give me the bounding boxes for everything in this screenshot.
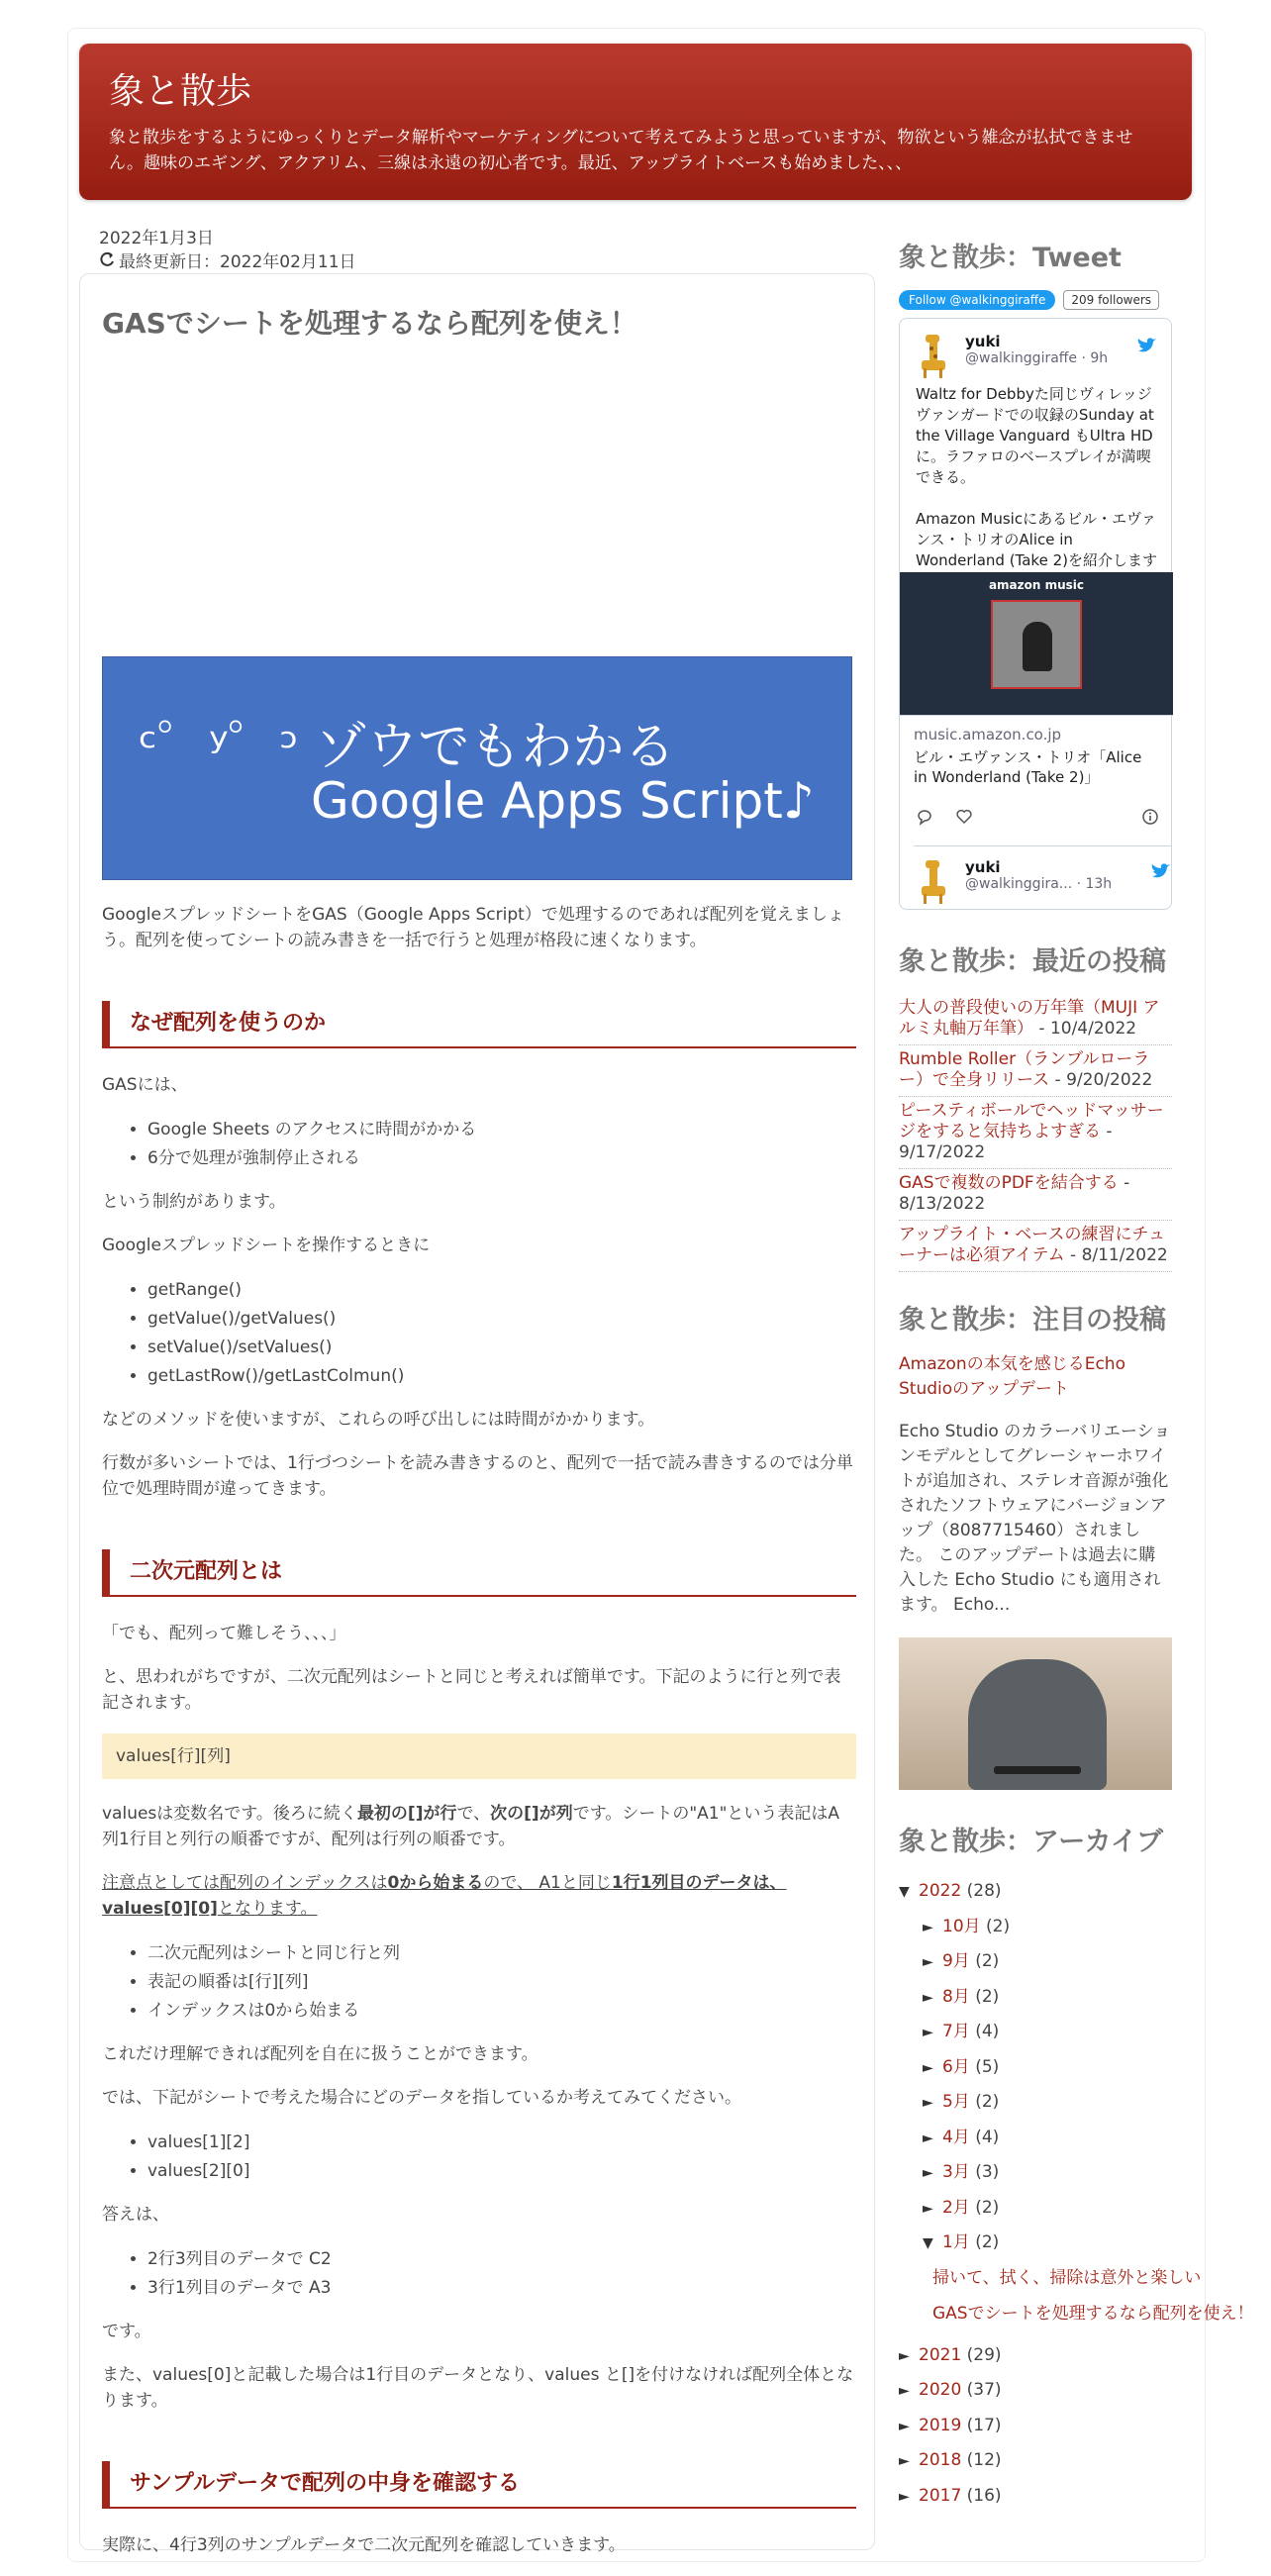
archive-month[interactable]: [899, 2085, 1172, 2121]
text-span: で、: [456, 1804, 491, 1824]
archive-month-link[interactable]: 2月: [942, 2197, 970, 2218]
list-item: • setValue()/setValues(): [147, 1334, 856, 1362]
archive-month[interactable]: [899, 2050, 1172, 2086]
recent-post-link[interactable]: GASで複数のPDFを結合する: [899, 1173, 1119, 1193]
archive-year-link[interactable]: 2018: [919, 2450, 962, 2470]
recent-post-date: - 9/20/2022: [1049, 1070, 1153, 1090]
tweet-name[interactable]: yuki: [965, 333, 1001, 350]
heading-sample: サンプルデータで配列の中身を確認する: [102, 2461, 856, 2509]
archive-year[interactable]: [899, 2338, 1172, 2374]
archive-month-jan[interactable]: [899, 2226, 1172, 2261]
list-item: [899, 994, 1172, 1045]
giraffe-avatar-icon: [914, 333, 955, 378]
code-box: values[行][列]: [102, 1734, 856, 1779]
intro-paragraph: GoogleスプレッドシートをGAS（Google Apps Script）で処理するのであれば配列を覚えましょう。配列を使ってシートの読み書きを一括で行うと処理が格段に速くなります。: [102, 905, 844, 950]
archive-count: (37): [966, 2380, 1002, 2400]
collapsed-triangle-icon[interactable]: ►: [923, 1989, 933, 2006]
post-article: [79, 273, 875, 2555]
post-body: [102, 902, 856, 2576]
archive-month-link[interactable]: 5月: [942, 2092, 970, 2112]
sample-note: 実際に、4行3列のサンプルデータで二次元配列を確認していきます。: [102, 2535, 626, 2555]
text-span: ので、 A1と同じ: [483, 1873, 612, 1893]
values-explanation: [102, 1801, 856, 1852]
featured-post-image[interactable]: [899, 1637, 1172, 1790]
post-title: GASでシートを処理するなら配列を使え！: [102, 307, 637, 340]
index-note: [102, 1870, 856, 1922]
archive-month-link[interactable]: 10月: [942, 1916, 981, 1936]
collapsed-triangle-icon[interactable]: ►: [923, 2165, 933, 2181]
recent-posts-list: [899, 994, 1172, 1272]
also-text: また、values[0]と記載した場合は1行目のデータとなり、values と[]を付けなければ配列全体となります。: [102, 2365, 854, 2411]
blog-header: [79, 44, 1192, 200]
tweet-author[interactable]: [914, 333, 1108, 378]
amazon-music-logo: amazon music: [988, 578, 1085, 592]
bold-span: 1行1列目のデータは、values[0][0]: [102, 1873, 787, 1919]
archive-year[interactable]: [899, 2479, 1172, 2515]
list-item: [899, 1045, 1172, 1097]
tweet-handle[interactable]: @walkinggiraffe · 9h: [965, 350, 1109, 366]
list-item: • 6分で処理が強制停止される: [147, 1144, 856, 1173]
recent-post-date: - 8/11/2022: [1064, 1245, 1168, 1265]
recent-post-link[interactable]: ピースティボールでヘッドマッサージをすると気持ちよすぎる: [899, 1101, 1164, 1141]
text-span: valuesは変数名です。後ろに続く: [102, 1804, 357, 1824]
archive-count: (3): [975, 2162, 1000, 2182]
tweet-text: [916, 384, 1161, 571]
list-item: • 2行3列目のデータで C2: [147, 2245, 856, 2274]
quiz-list: [147, 2129, 856, 2186]
archive-year-link[interactable]: 2022: [919, 1881, 962, 1901]
collapsed-triangle-icon[interactable]: ►: [899, 2418, 910, 2434]
collapsed-triangle-icon[interactable]: ►: [923, 2095, 933, 2111]
twitter-follow-row: [899, 290, 1172, 310]
text-span: です。シートの"A1"という表記はA列1行目と列行の順番ですが、配列は行列の順番です。: [102, 1804, 840, 1849]
archive-year-link[interactable]: 2021: [919, 2344, 962, 2365]
archive-post-link[interactable]: GASでシートを処理するなら配列を使え！: [932, 2303, 1254, 2324]
list-item: • values[2][0]: [147, 2157, 856, 2186]
archive-count: (5): [975, 2056, 1000, 2077]
archive-post-link[interactable]: 掃いて、拭く、掃除は意外と楽しい: [932, 2267, 1202, 2288]
collapsed-triangle-icon[interactable]: ►: [923, 1954, 933, 1970]
archive-count: (2): [986, 1916, 1011, 1936]
list-item: • 二次元配列はシートと同じ行と列: [147, 1939, 856, 1968]
twitter-bird-icon[interactable]: [1151, 862, 1171, 880]
archive-year-link[interactable]: 2017: [919, 2485, 962, 2506]
archive-year[interactable]: [899, 2373, 1172, 2409]
think-text: と、思われがちですが、二次元配列はシートと同じと考えれば簡単です。下記のように行と列で表記されます。: [102, 1667, 841, 1713]
quiz-text: では、下記がシートで考えた場合にどのデータを指しているか考えてみてください。: [102, 2088, 741, 2108]
summary-list: [147, 1939, 856, 2026]
hero-line-2: Google Apps Script♪: [311, 772, 815, 830]
twitter-bird-icon[interactable]: [1137, 337, 1157, 354]
bold-span: 0から始まる: [387, 1873, 484, 1893]
bold-span: 次の[]が列: [490, 1804, 573, 1824]
tweet-heading: 象と散歩：Tweet: [899, 243, 1122, 273]
album-cover: [991, 600, 1082, 689]
collapsed-triangle-icon[interactable]: ►: [923, 1919, 933, 1935]
list-item: • getRange(): [147, 1276, 856, 1305]
recent-post-date: - 9/17/2022: [899, 1122, 1113, 1162]
tweet-author-names-2: [965, 858, 1112, 904]
archive-count: (12): [966, 2450, 1002, 2470]
followers-count[interactable]: 209 followers: [1063, 290, 1159, 310]
blog-description: 象と散歩をするようにゆっくりとデータ解析やマーケティングについて考えてみようと思っていますが、物欲という雑念が払拭できません。趣味のエギング、アクアリム、三線は永遠の初心者です。最近、アップライトベースも始めました、、、: [109, 128, 1133, 173]
gas-has-text: GASには、: [102, 1075, 188, 1095]
info-icon[interactable]: [1141, 808, 1159, 826]
recent-post-link[interactable]: Rumble Roller（ランブルローラー）で全身リリース: [899, 1049, 1150, 1090]
recent-post-date: - 10/4/2022: [1033, 1019, 1137, 1039]
archive-count: (2): [975, 1951, 1000, 1971]
enough-text: これだけ理解できれば配列を自在に扱うことができます。: [102, 2044, 538, 2064]
reply-icon[interactable]: [916, 808, 933, 826]
methods-note: などのメソッドを使いますが、これらの呼び出しには時間がかかります。: [102, 1410, 655, 1430]
tweet-actions: [916, 808, 1159, 826]
archive-count: (2): [975, 2232, 1000, 2252]
recent-post-link[interactable]: 大人の普段使いの万年筆（MUJI アルミ丸軸万年筆）: [899, 998, 1160, 1039]
tweet-link-card[interactable]: [900, 715, 1173, 794]
list-item: • 表記の順番は[行][列]: [147, 1968, 856, 1997]
desu-text: です。: [102, 2322, 151, 2341]
archive-month[interactable]: [899, 1980, 1172, 2016]
bold-span: 最初の[]が行: [356, 1804, 457, 1824]
post-date: 2022年1月3日: [99, 229, 214, 248]
archive-post: [899, 2303, 1254, 2325]
archive-month-link[interactable]: 8月: [942, 1986, 970, 2007]
when-operating-text: Googleスプレッドシートを操作するときに: [102, 1236, 431, 1255]
quote-text: 「でも、配列って難しそう、、、」: [102, 1624, 346, 1643]
collapsed-triangle-icon[interactable]: ►: [899, 2453, 910, 2469]
echo-speaker-shape: [968, 1659, 1107, 1790]
list-item: • values[1][2]: [147, 2129, 856, 2157]
tweet-card[interactable]: [899, 318, 1172, 910]
tweet-author-2[interactable]: [914, 845, 1171, 904]
list-item: [899, 1097, 1172, 1169]
collapsed-triangle-icon[interactable]: ►: [899, 2383, 910, 2399]
archive-count: (16): [966, 2485, 1002, 2506]
archive-post: [899, 2267, 1202, 2289]
archive-year-link[interactable]: 2019: [919, 2415, 962, 2435]
list-item: • getLastRow()/getLastColmun(): [147, 1362, 856, 1391]
archive-heading: 象と散歩：アーカイブ: [899, 1827, 1164, 1857]
limits-list: [147, 1116, 856, 1173]
recent-post-date: - 8/13/2022: [899, 1173, 1130, 1214]
rows-note: 行数が多いシートでは、1行づつシートを読み書きするのと、配列で一括で読み書きするのでは分単位で処理時間が違ってきます。: [102, 1453, 853, 1499]
archive-month-link[interactable]: 6月: [942, 2056, 970, 2077]
list-item: • 3行1列目のデータで A3: [147, 2274, 856, 2303]
heading-2d-array: 二次元配列とは: [102, 1549, 856, 1597]
archive-count: (2): [975, 2197, 1000, 2218]
recent-heading: 象と散歩：最近の投稿: [899, 946, 1166, 977]
answer-list: [147, 2245, 856, 2303]
tweet-media[interactable]: [900, 572, 1173, 715]
tweet-text-2: Amazon Musicにあるビル・エヴァンス・トリオのAlice in Wonderland (Take 2)を紹介します: [916, 510, 1157, 569]
twitter-follow-button[interactable]: Follow @walkinggiraffe: [899, 290, 1055, 310]
post-updated: [99, 248, 356, 272]
archive-count: (2): [975, 1986, 1000, 2007]
giraffe-avatar-icon: [914, 858, 955, 904]
post-updated-text: 最終更新日：2022年02月11日: [119, 252, 356, 272]
refresh-icon: [99, 252, 115, 268]
archive-month-link[interactable]: 3月: [942, 2162, 970, 2182]
archive-month[interactable]: [899, 2191, 1172, 2227]
expanded-triangle-icon[interactable]: ▼: [899, 1884, 910, 1900]
tweet-text-1: Waltz for Debbyた同じヴィレッジヴァンガードでの収録のSunday at the Village Vanguard もUltra HDに。ラファロのベースプレイが満喫できる。: [916, 385, 1154, 486]
hero-image: [102, 656, 852, 880]
recent-post-link[interactable]: アップライト・ベースの練習にチューナーは必須アイテム: [899, 1225, 1165, 1265]
tweet-name-2[interactable]: yuki: [965, 858, 1001, 876]
archive-month[interactable]: [899, 2155, 1172, 2191]
tweet-handle-2[interactable]: @walkinggira... · 13h: [965, 876, 1113, 892]
archive-month[interactable]: [899, 2015, 1172, 2050]
tweet-author-names: [965, 333, 1108, 378]
archive-month[interactable]: [899, 1944, 1172, 1980]
blog-title[interactable]: 象と散歩: [109, 71, 252, 112]
expanded-triangle-icon[interactable]: ▼: [923, 2235, 933, 2251]
collapsed-triangle-icon[interactable]: ►: [923, 2059, 933, 2076]
archive-month-link[interactable]: 4月: [942, 2127, 970, 2147]
collapsed-triangle-icon[interactable]: ►: [899, 2488, 910, 2505]
archive-count: (17): [966, 2415, 1002, 2435]
heading-why: なぜ配列を使うのか: [102, 1001, 856, 1048]
constraint-text: という制約があります。: [102, 1192, 286, 1212]
archive-year[interactable]: [899, 2409, 1172, 2444]
featured-post-link[interactable]: Amazonの本気を感じるEcho Studioのアップデート: [899, 1354, 1125, 1399]
archive-count: (28): [966, 1881, 1002, 1901]
archive-count: (29): [966, 2344, 1002, 2365]
archive-count: (2): [975, 2092, 1000, 2112]
collapsed-triangle-icon[interactable]: ►: [923, 2200, 933, 2217]
archive-year-link[interactable]: 2020: [919, 2380, 962, 2400]
archive-year[interactable]: [899, 2443, 1172, 2479]
list-item: • getValue()/getValues(): [147, 1305, 856, 1334]
list-item: [899, 1221, 1172, 1272]
text-span: となります。: [217, 1899, 318, 1919]
archive-month[interactable]: [899, 2121, 1172, 2156]
methods-list: [147, 1276, 856, 1391]
collapsed-triangle-icon[interactable]: ►: [899, 2347, 910, 2364]
archive-month-link[interactable]: 1月: [942, 2232, 970, 2252]
archive-month[interactable]: [899, 1910, 1172, 1945]
list-item: [899, 1169, 1172, 1221]
collapsed-triangle-icon[interactable]: ►: [923, 2025, 933, 2040]
archive-list: [899, 1874, 1254, 2514]
archive-count: (4): [975, 2022, 1000, 2041]
featured-post-excerpt: Echo Studio のカラーバリエーションモデルとしてグレーシャーホワイトが追加され、ステレオ音源が強化されたソフトウェアにバージョンアップ（8087715460）されました。 このアップデートは過去に購入した Echo Studio にも適用されます。 Echo...: [899, 1422, 1171, 1615]
text-span: 注意点としては配列のインデックスは: [102, 1873, 388, 1893]
archive-month-link[interactable]: 7月: [942, 2022, 970, 2041]
archive-count: (4): [975, 2127, 1000, 2147]
collapsed-triangle-icon[interactable]: ►: [923, 2130, 933, 2146]
archive-year-2022[interactable]: [899, 1874, 1172, 1910]
archive-month-link[interactable]: 9月: [942, 1951, 970, 1971]
like-icon[interactable]: [955, 808, 973, 826]
list-item: • Google Sheets のアクセスに時間がかかる: [147, 1116, 856, 1144]
list-item: • インデックスは0から始まる: [147, 1997, 856, 2026]
featured-heading: 象と散歩：注目の投稿: [899, 1305, 1166, 1336]
hero-line-1: ᶜ゜ʸ゜ᵓ ゾウでもわかる: [139, 718, 676, 777]
link-title: ビル・エヴァンス・トリオ「Alice in Wonderland (Take 2)」: [914, 748, 1142, 786]
answer-label: 答えは、: [102, 2205, 169, 2225]
sidebar: [899, 228, 1254, 2514]
link-domain: music.amazon.co.jp: [914, 726, 1062, 743]
